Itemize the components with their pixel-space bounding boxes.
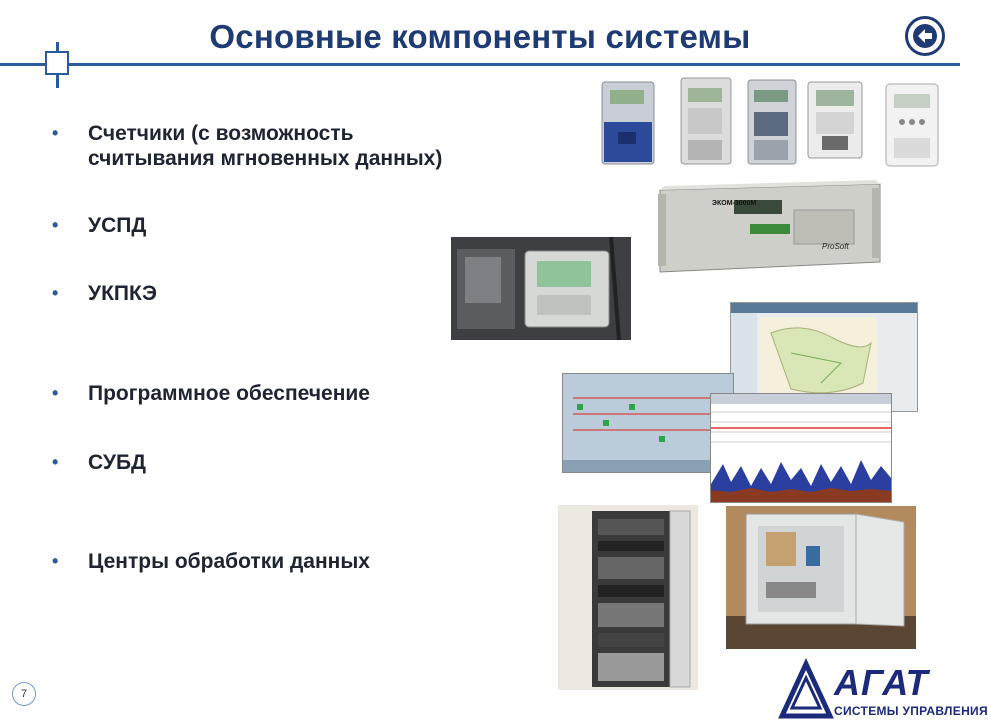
logo-name: АГАТ	[834, 662, 929, 703]
bullet-data-centers	[52, 549, 370, 574]
bullet-dot: •	[52, 123, 59, 143]
bullet-dot: •	[52, 383, 59, 403]
bullet-software	[52, 381, 370, 406]
data-center-rack-photo	[558, 505, 698, 690]
slide-title: Основные компоненты системы	[209, 18, 751, 55]
bullet-text: СУБД	[88, 451, 147, 474]
bullet-text: УКПКЭ	[88, 282, 157, 305]
logo-subtitle: СИСТЕМЫ УПРАВЛЕНИЯ	[834, 704, 988, 718]
bullet-dot: •	[52, 283, 59, 303]
uspd-label: ЭКОМ-3000М	[712, 200, 757, 207]
cabinet-photo	[726, 506, 916, 649]
back-arrow-icon	[912, 23, 938, 49]
bullet-text: Программное обеспечение	[88, 382, 370, 405]
bullet-meters	[52, 121, 442, 171]
title-divider	[0, 63, 960, 66]
uspd-photo	[654, 180, 884, 276]
bullet-text-cont: считывания мгновенных данных)	[88, 147, 443, 170]
bullet-dbms	[52, 450, 146, 475]
software-scheme-screenshot	[562, 373, 734, 473]
page-number: 7	[12, 682, 36, 706]
agat-logo-icon	[780, 662, 834, 718]
agat-logo	[780, 660, 988, 720]
bullet-text: УСПД	[88, 214, 147, 237]
bullet-text: Счетчики (с возможность	[88, 122, 354, 145]
bullet-text: Центры обработки данных	[88, 550, 370, 573]
meters-photo	[596, 76, 946, 172]
ukpke-photo	[451, 237, 631, 340]
bullet-dot: •	[52, 551, 59, 571]
back-button[interactable]	[905, 16, 945, 56]
crosshair-node	[45, 51, 69, 75]
bullet-dot: •	[52, 452, 59, 472]
uspd-brand: ProSoft	[822, 242, 849, 251]
software-graph-screenshot	[710, 393, 892, 503]
bullet-ukpke	[52, 281, 157, 306]
bullet-uspd	[52, 213, 146, 238]
bullet-dot: •	[52, 215, 59, 235]
